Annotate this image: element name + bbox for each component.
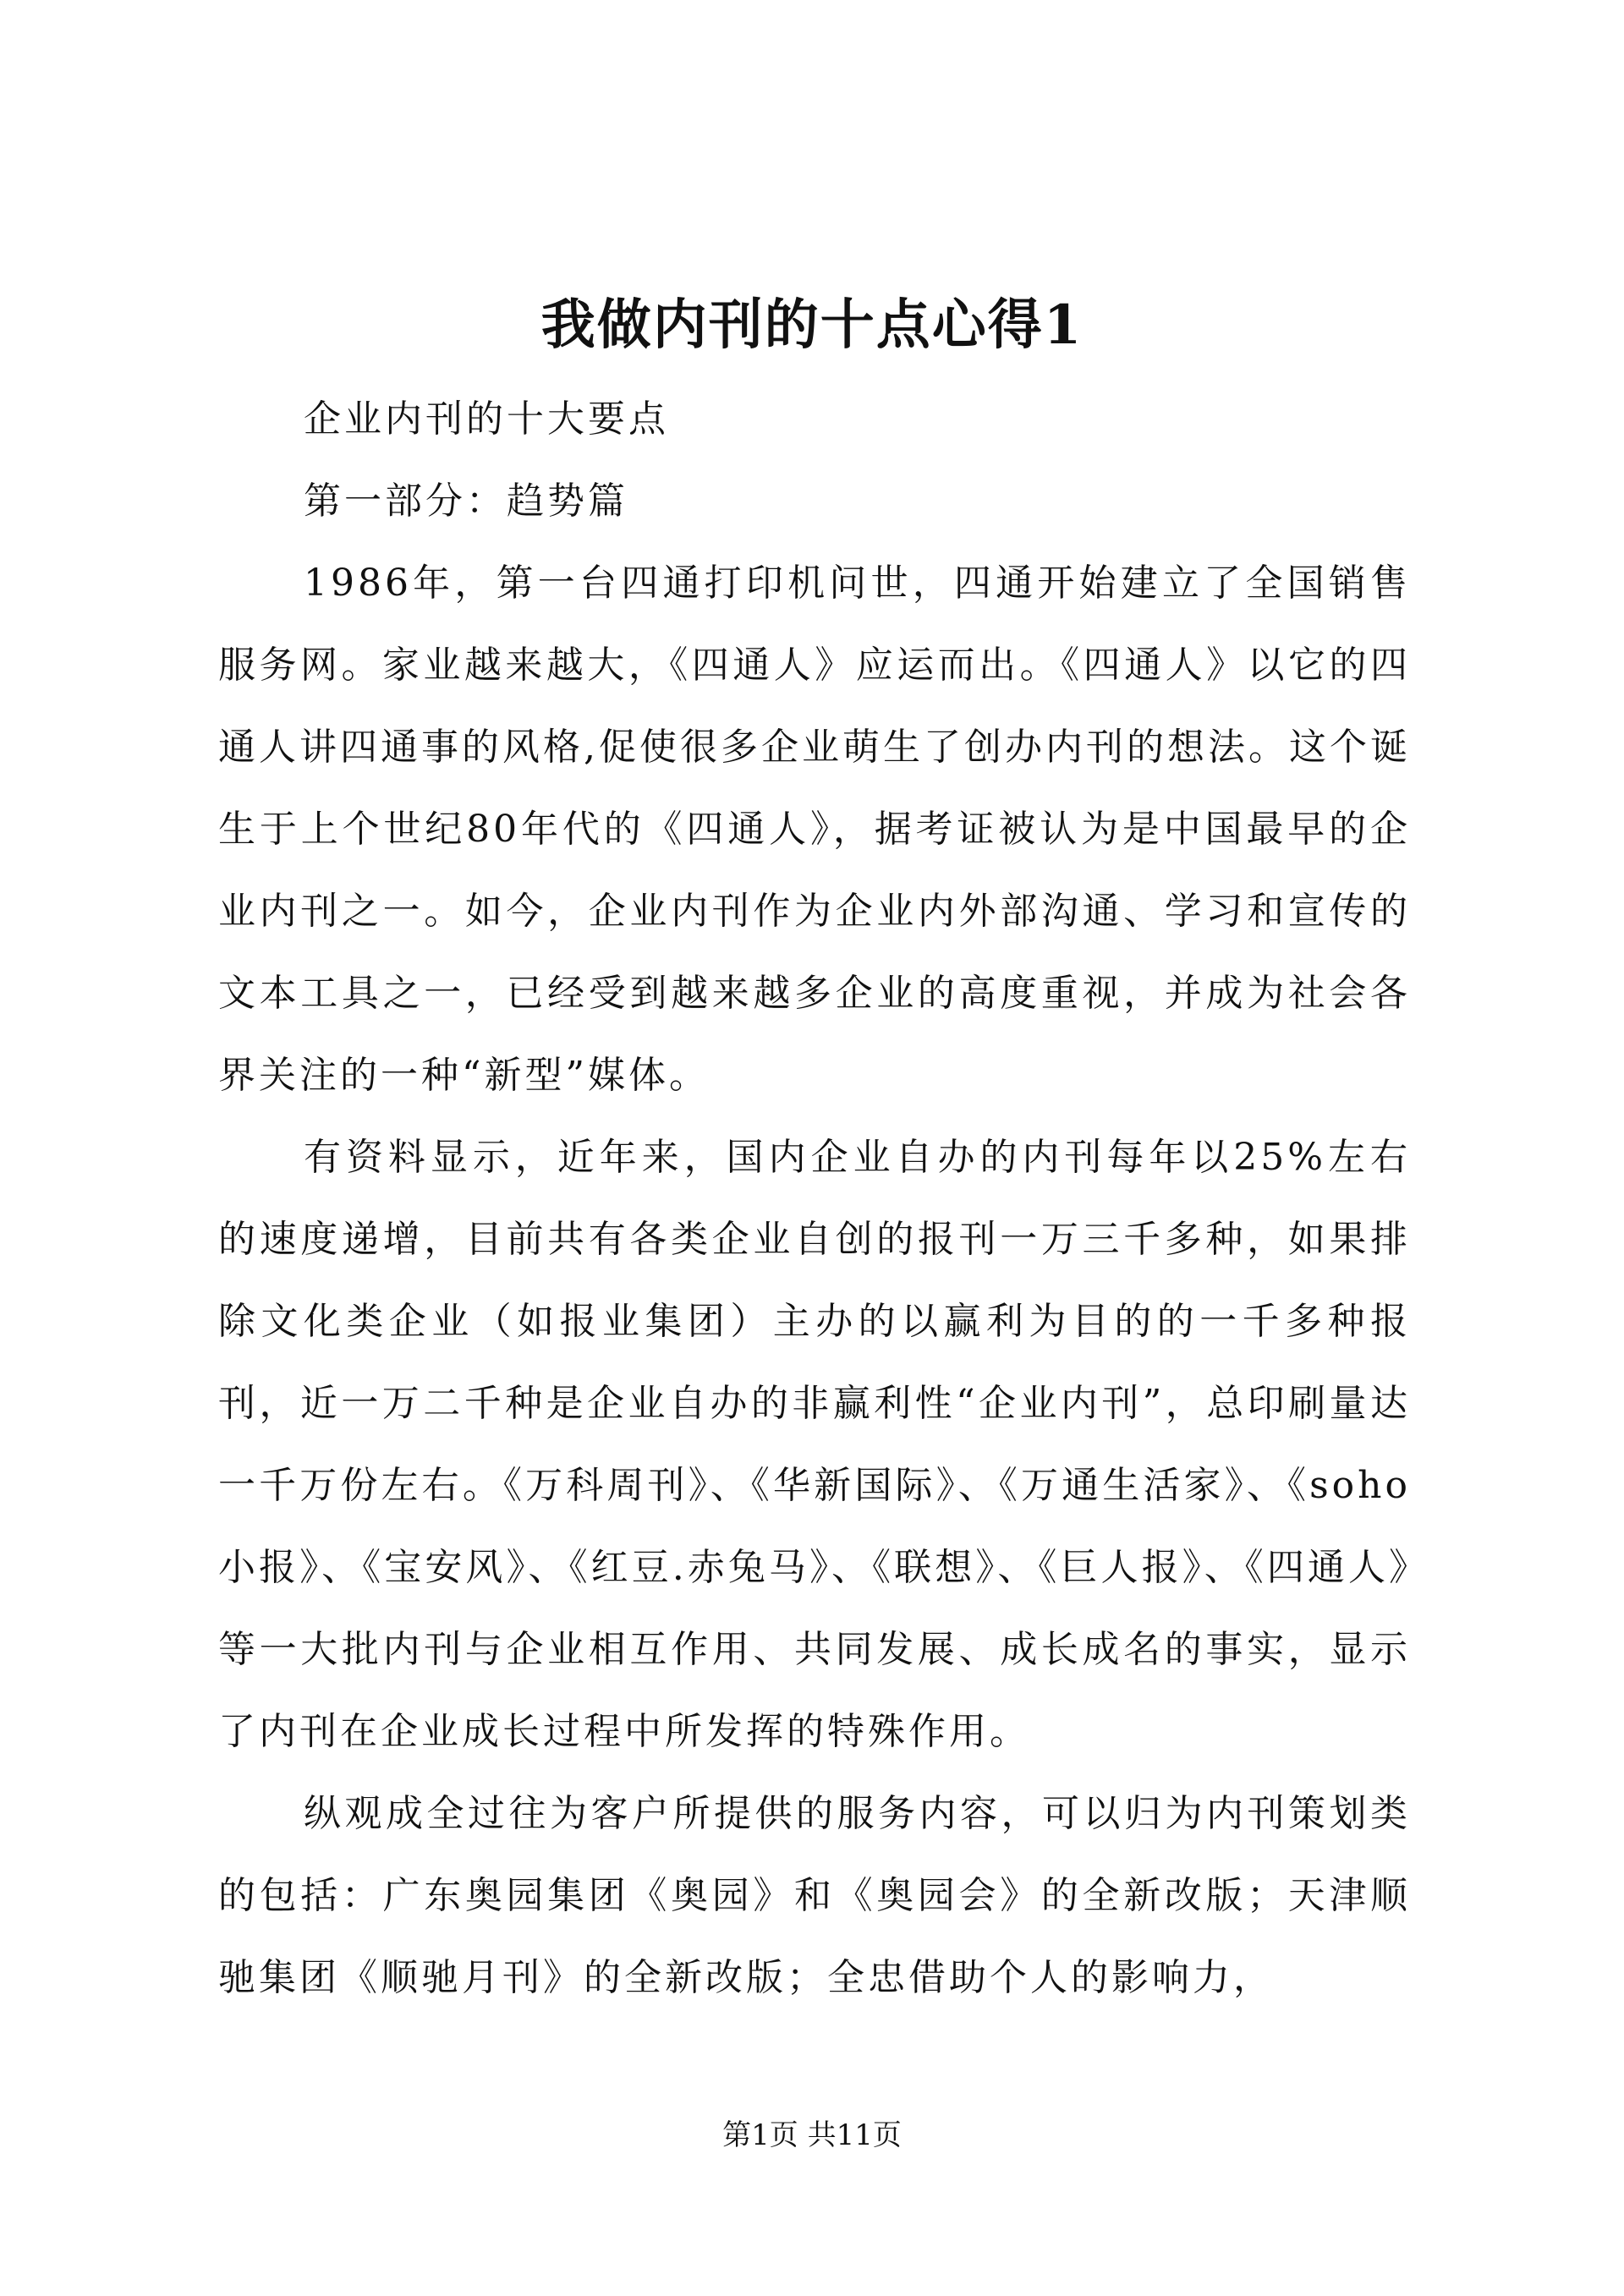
document-body: [218, 378, 1411, 2019]
page-number-footer: 第1页 共11页: [722, 2118, 902, 2152]
subtitle-paragraph: 企业内刊的十大要点: [304, 397, 669, 441]
body-paragraph: 有资料显示，近年来，国内企业自办的内刊每年以25%左右的速度递增，目前共有各类企业自创的报刊一万三千多种，如果排除文化类企业（如报业集团）主办的以赢利为目的的一千多种报刊，近一万二千种是企业自办的非赢利性“企业内刊”，总印刷量达一千万份左右。《万科周刊》、《华新国际》、《万通生活家》、《soho小报》、《宝安风》、《红豆.赤兔马》、《联想》、《巨人报》、《四通人》等一大批内刊与企业相互作用、共同发展、成长成名的事实，显示了内刊在企业成长过程中所发挥的特殊作用。: [218, 1136, 1411, 1753]
document-title: 我做内刊的十点心得1: [540, 293, 1084, 357]
body-paragraph: 纵观成全过往为客户所提供的服务内容，可以归为内刊策划类的包括：广东奥园集团《奥园》和《奥园会》的全新改版；天津顺驰集团《顺驰月刊》的全新改版；全忠借助个人的影响力，: [218, 1792, 1411, 1999]
body-paragraph: 1986年，第一台四通打印机问世，四通开始建立了全国销售服务网。家业越来越大，《四通人》应运而出。《四通人》以它的四通人讲四通事的风格,促使很多企业萌生了创办内刊的想法。这个诞生于上个世纪80年代的《四通人》，据考证被认为是中国最早的企业内刊之一。如今，企业内刊作为企业内外部沟通、学习和宣传的文本工具之一，已经受到越来越多企业的高度重视，并成为社会各界关注的一种“新型”媒体。: [218, 562, 1411, 1097]
section-heading-paragraph: 第一部分：趋势篇: [304, 479, 628, 523]
